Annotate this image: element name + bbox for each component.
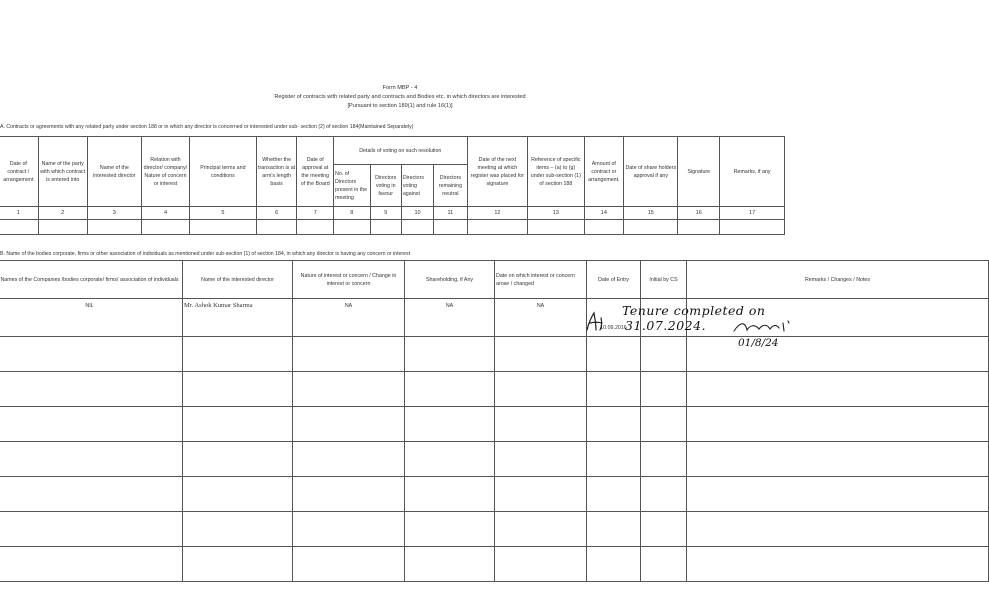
header-shareholder-approval: Date of share holders approval if any xyxy=(624,137,678,207)
cs-initial-signature xyxy=(583,310,607,334)
header-date-arose: Date on which interest or concern arose / changed xyxy=(495,261,587,299)
header-voting-against: Directors voting against xyxy=(401,165,433,207)
table-row xyxy=(0,299,989,337)
header-shareholding: Shareholding, if Any xyxy=(405,261,495,299)
header-directors-present: No. of Directors present in the meeting xyxy=(334,165,371,207)
section-a-title: A. Contracts or agreements with any related party under section 188 or in which any director is concerned or interested under sub- section (2) of section 184(Maintained Separately) xyxy=(0,124,414,130)
table-row xyxy=(0,372,989,407)
shareholding-cell: NA xyxy=(405,299,495,337)
header-remarks: Remarks / Changes / Notes xyxy=(687,261,989,299)
header-signature: Signature xyxy=(678,137,720,207)
header-interested-director: Name of the interested director xyxy=(87,137,141,207)
header-date-of-entry: Date of Entry xyxy=(587,261,641,299)
empty-entry-row xyxy=(0,220,785,235)
column-number: 1 xyxy=(0,207,38,220)
column-number: 8 xyxy=(334,207,371,220)
form-reference: [Pursuant to section 189(1) and rule 16(1)] xyxy=(347,103,453,109)
table-row xyxy=(0,512,989,547)
form-title: Form MBP - 4 xyxy=(382,85,418,91)
form-header xyxy=(0,84,800,111)
column-number: 12 xyxy=(467,207,528,220)
bodies-corporate-table xyxy=(0,260,989,582)
column-number: 3 xyxy=(87,207,141,220)
table-row xyxy=(0,442,989,477)
column-number: 7 xyxy=(297,207,334,220)
contracts-table xyxy=(0,136,785,235)
table-row xyxy=(0,547,989,582)
header-party-name: Name of the party with which contract is entered into xyxy=(38,137,87,207)
company-cell: NIL xyxy=(0,299,183,337)
column-number: 17 xyxy=(720,207,785,220)
handwritten-date: 01/8/24 xyxy=(738,337,779,349)
column-number: 6 xyxy=(256,207,297,220)
column-number: 2 xyxy=(38,207,87,220)
header-nature-of-interest: Nature of interest or concern / Change in interest or concern xyxy=(293,261,405,299)
column-number: 9 xyxy=(370,207,401,220)
header-arms-length: Whether the transaction is at arm's length basis xyxy=(256,137,297,207)
table-row xyxy=(0,477,989,512)
column-number: 5 xyxy=(189,207,256,220)
column-number: 14 xyxy=(584,207,624,220)
table-row xyxy=(0,407,989,442)
column-number-row xyxy=(0,207,785,220)
header-voting-favour: Directors voting in favour xyxy=(370,165,401,207)
table-b-header-row xyxy=(0,261,989,299)
column-number: 10 xyxy=(401,207,433,220)
header-next-meeting: Date of the next meeting at which register was placed for signature xyxy=(467,137,528,207)
column-number: 4 xyxy=(141,207,189,220)
header-reference-items: Reference of specific items – (a) to (g) under sub-section (1) of section 188 xyxy=(528,137,584,207)
column-number: 16 xyxy=(678,207,720,220)
table-row xyxy=(0,337,989,372)
handwritten-signature xyxy=(732,318,794,336)
date-of-entry-cell: 10.09.2016 xyxy=(587,299,641,337)
header-principal-terms: Principal terms and conditions xyxy=(189,137,256,207)
header-date-of-contract: Date of contract / arrangement xyxy=(0,137,38,207)
nature-cell: NA xyxy=(293,299,405,337)
director-cell: Mr. Ashok Kumar Sharma xyxy=(183,299,293,337)
header-initial-by-cs: Initial by CS xyxy=(641,261,687,299)
header-remarks: Remarks, if any xyxy=(720,137,785,207)
header-interested-director: Name of the interested director xyxy=(183,261,293,299)
header-company-names: Names of the Companies /bodies corporate/ firms/ association of individuals xyxy=(0,261,183,299)
header-voting-details: Details of voting on such resolution xyxy=(334,137,468,165)
header-remaining-neutral: Directors remaining neutral xyxy=(434,165,467,207)
header-relation: Relation with director/ company/ Nature of concern or interest xyxy=(141,137,189,207)
column-number: 11 xyxy=(434,207,467,220)
header-amount: Amount of contract or arrangement. xyxy=(584,137,624,207)
date-arose-cell: NA xyxy=(495,299,587,337)
form-subtitle: Register of contracts with related party and contracts and Bodies etc. in which directors are interested xyxy=(274,94,526,100)
handwritten-note-line2: 31.07.2024. xyxy=(625,318,707,333)
column-number: 13 xyxy=(528,207,584,220)
section-b-title: B. Name of the bodies corporate, firms or other association of individuals as mentioned under sub-section (1) of section 184, in which any director is having any concern or interest xyxy=(0,251,411,257)
column-number: 15 xyxy=(624,207,678,220)
header-date-of-approval: Date of approval at the meeting of the Board xyxy=(297,137,334,207)
handwritten-note-line1: Tenure completed on xyxy=(622,303,766,318)
